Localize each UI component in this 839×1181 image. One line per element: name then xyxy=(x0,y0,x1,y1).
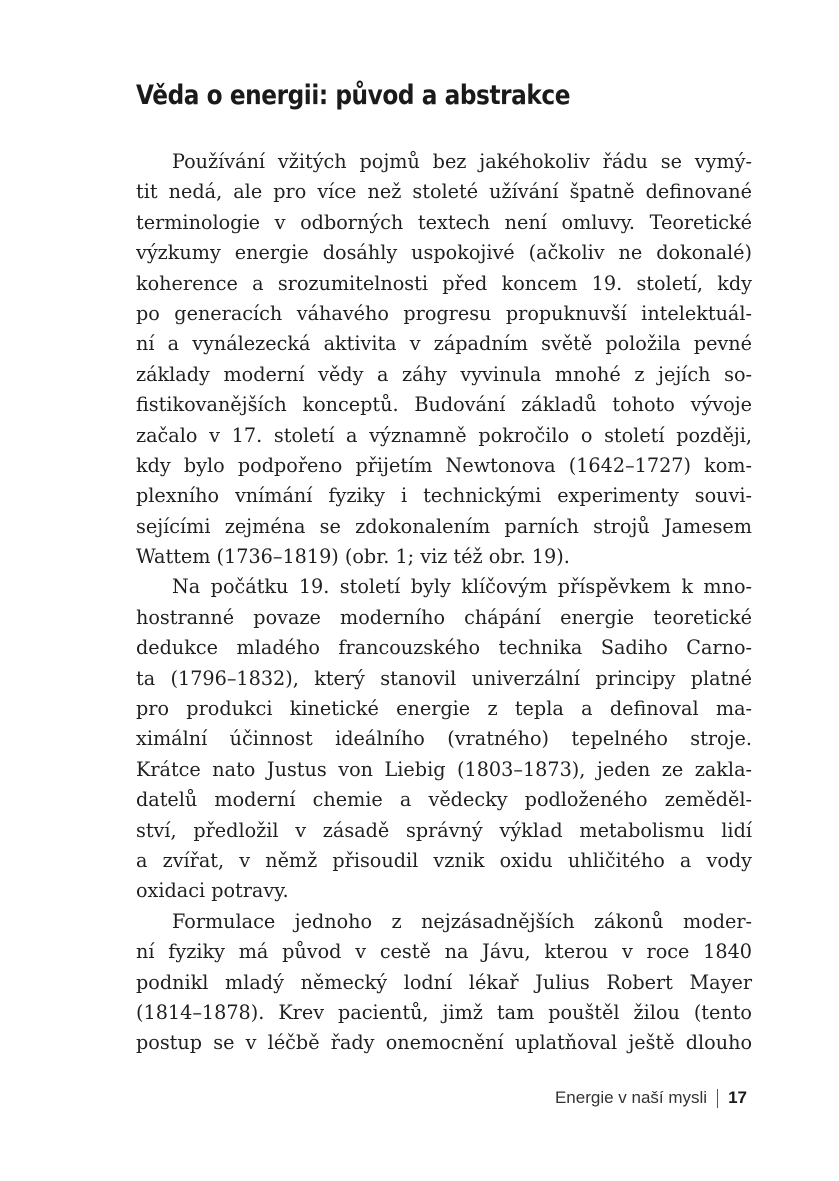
text-line: Wattem (1736–1819) (obr. 1; viz též obr. 19). xyxy=(136,545,570,569)
text-line: a zvířat, v němž přisoudil vznik oxidu uhličitého a vody xyxy=(136,848,752,872)
text-line: začalo v 17. století a významně pokročilo o století později, xyxy=(136,423,752,447)
page-footer xyxy=(555,1088,747,1108)
text-line: základy moderní vědy a záhy vyvinula mnohé z jejích so- xyxy=(136,362,752,386)
text-line: po generacích váhavého progresu propuknuvší intelektuál- xyxy=(136,301,752,325)
page-number: 17 xyxy=(728,1088,747,1107)
text-line: ní a vynálezecká aktivita v západním světě položila pevné xyxy=(136,332,752,356)
text-line: tit nedá, ale pro více než stoleté užívání špatně definované xyxy=(136,180,752,204)
text-line: výzkumy energie dosáhly uspokojivé (ačkoliv ne dokonalé) xyxy=(136,241,752,265)
text-line: datelů moderní chemie a vědecky podloženého zeměděl- xyxy=(136,788,752,812)
text-line: hostranné povaze moderního chápání energie teoretické xyxy=(136,605,752,629)
text-line: ní fyziky má původ v cestě na Jávu, kterou v roce 1840 xyxy=(136,940,752,964)
body-text xyxy=(136,147,752,1059)
text-line: ta (1796–1832), který stanovil univerzální principy platné xyxy=(136,666,752,690)
text-line: terminologie v odborných textech není omluvy. Teoretické xyxy=(136,210,752,234)
text-line: ství, předložil v zásadě správný výklad metabolismu lidí xyxy=(136,818,752,842)
text-line: (1814–1878). Krev pacientů, jimž tam pouštěl žilou (tento xyxy=(136,1000,752,1024)
text-line: Na počátku 19. století byly klíčovým příspěvkem k mno- xyxy=(172,575,752,599)
text-line: Formulace jednoho z nejzásadnějších zákonů moder- xyxy=(172,909,752,933)
text-line: Používání vžitých pojmů bez jakéhokoliv řádu se vymý- xyxy=(172,150,752,173)
text-line: podnikl mladý německý lodní lékař Julius Robert Mayer xyxy=(136,970,752,994)
text-line: dedukce mladého francouzského technika Sadiho Carno- xyxy=(136,636,752,660)
text-line: plexního vnímání fyziky i technickými experimenty souvi- xyxy=(136,484,752,508)
text-line: fistikovanějších konceptů. Budování základů tohoto vývoje xyxy=(136,393,752,417)
text-line: Krátce nato Justus von Liebig (1803–1873), jeden ze zakla- xyxy=(136,757,752,781)
text-line: postup se v léčbě řady onemocnění uplatňoval ještě dlouho xyxy=(136,1031,752,1055)
text-line: oxidaci potravy. xyxy=(136,879,289,903)
text-line: kdy bylo podpořeno přijetím Newtonova (1642–1727) kom- xyxy=(136,453,752,477)
text-line: sejícími zejména se zdokonalením parních strojů Jamesem xyxy=(136,514,752,538)
section-heading: Věda o energii: původ a abstrakce xyxy=(136,80,571,111)
text-line: pro produkci kinetické energie z tepla a definoval ma- xyxy=(136,697,752,721)
text-line: ximální účinnost ideálního (vratného) tepelného stroje. xyxy=(136,727,752,751)
running-title: Energie v naší mysli xyxy=(554,1088,708,1107)
footer-divider xyxy=(717,1089,718,1108)
text-line: koherence a srozumitelnosti před koncem 19. století, kdy xyxy=(136,271,752,295)
